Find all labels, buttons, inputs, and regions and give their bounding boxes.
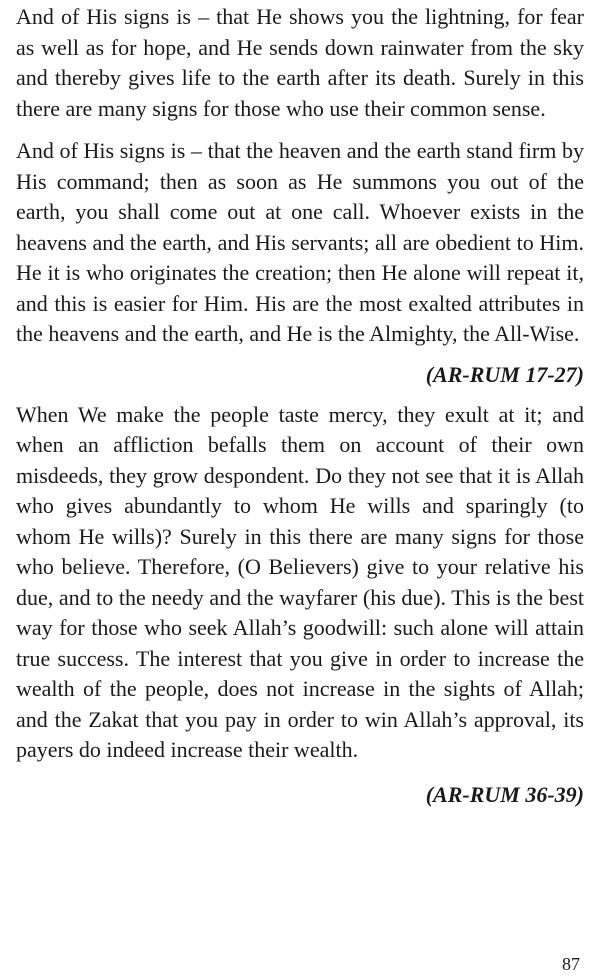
paragraph-heaven-earth-signs: And of His signs is – that the heaven and the earth stand firm by His command; then as soon as He summons you out of the earth, you shall come out at one call. Whoever exists in the heavens and the earth, and His servants; all are obedient to Him. He it is who originates the creation; then He alone will repeat it, and this is easier for Him. His are the most exalted attributes in the heavens and the earth, and He is the Almighty, the All-Wise. xyxy=(16,138,584,346)
page-content xyxy=(16,2,584,810)
paragraph-mercy-zakat: When We make the people taste mercy, they exult at it; and when an affliction befalls them on account of their own misdeeds, they grow despondent. Do they not see that it is Allah who gives abundantly to whom He wills and sparingly (to whom He wills)? Surely in this there are many signs for those who believe. Therefore, (O Believers) give to your relative his due, and to the needy and the wayfarer (his due). This is the best way for those who seek Allah’s goodwill: such alone will attain true success. The interest that you give in order to increase the wealth of the people, does not increase in the sights of Allah; and the Zakat that you pay in order to win Allah’s approval, its payers do indeed increase their wealth. xyxy=(16,401,584,762)
verse-reference: (AR-RUM 17-27) xyxy=(425,361,584,387)
paragraph-lightning-signs: And of His signs is – that He shows you the lightning, for fear as well as for hope, and He sends down rainwater from the sky and thereby gives life to the earth after its death. Surely in this there are many signs for those who use their common sense. xyxy=(16,4,584,121)
page-number: 87 xyxy=(562,954,580,974)
verse-reference: (AR-RUM 36-39) xyxy=(425,781,584,807)
